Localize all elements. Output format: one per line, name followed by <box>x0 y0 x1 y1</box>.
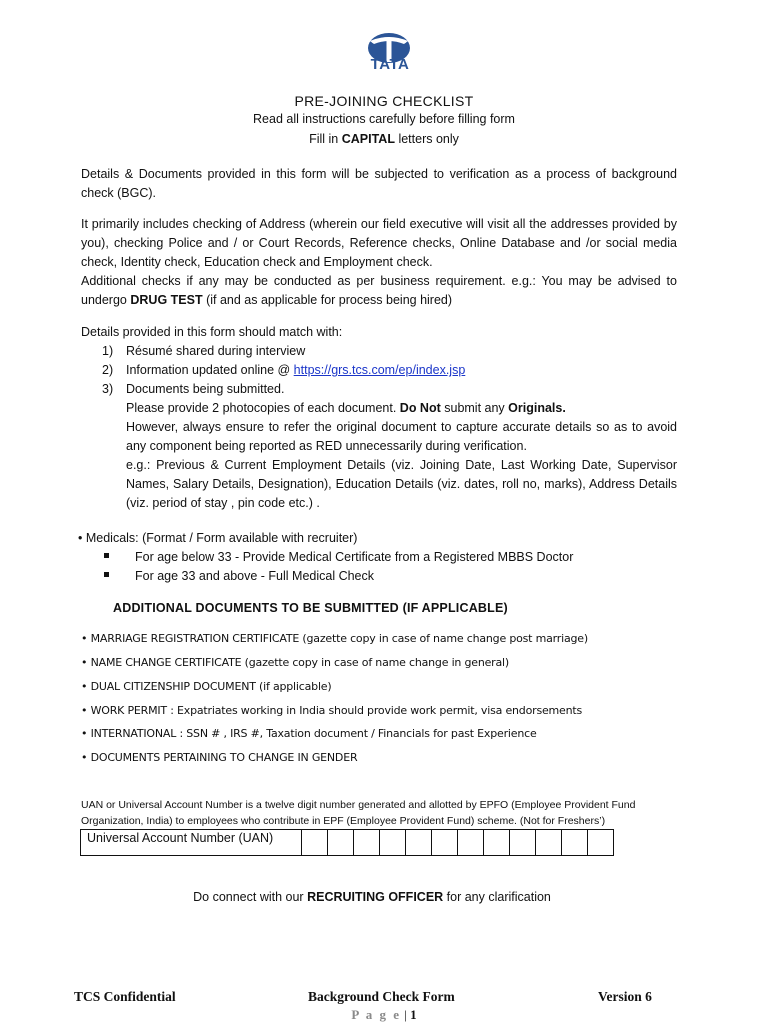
uan-digit-box[interactable] <box>432 830 458 856</box>
additional-documents-heading: ADDITIONAL DOCUMENTS TO BE SUBMITTED (IF APPLICABLE) <box>113 601 508 615</box>
uan-digit-box[interactable] <box>562 830 588 856</box>
medicals-item-33-above: For age 33 and above - Full Medical Check <box>135 569 375 583</box>
page-title: PRE-JOINING CHECKLIST <box>294 93 474 109</box>
additional-doc-item: • NAME CHANGE CERTIFICATE (gazette copy in case of name change in general) <box>81 656 509 669</box>
uan-note: UAN or Universal Account Number is a twelve digit number generated and allotted by EPFO (Employee Provident Fund Organization, India) to employees who contribute in EPF (Employee Provident Fund) scheme. (Not for Freshers’) <box>81 799 636 827</box>
uan-digit-box[interactable] <box>458 830 484 856</box>
example-details-note: e.g.: Previous & Current Employment Details (viz. Joining Date, Last Working Date, Supervisor Names, Salary Details, Designation), Education Details (viz. dates, roll no, marks), Address Details (viz. period of stay , pin code etc.) . <box>126 458 677 510</box>
original-document-note: However, always ensure to refer the original document to capture accurate details so as to avoid any component being reported as RED unnecessarily during verification. <box>126 420 677 453</box>
grs-portal-link[interactable]: https://grs.tcs.com/ep/index.jsp <box>293 363 466 377</box>
list-item-resume: Résumé shared during interview <box>126 344 306 358</box>
additional-checks-paragraph: Additional checks if any may be conducted as per business requirement. e.g.: You may be advised to undergo DRUG TEST (if and as applicable for process being hired) <box>81 274 677 307</box>
footer-form-name: Background Check Form <box>308 989 455 1004</box>
additional-doc-item: • WORK PERMIT : Expatriates working in India should provide work permit, visa endorsements <box>81 704 583 717</box>
uan-digit-box[interactable] <box>328 830 354 856</box>
list-number: 1) <box>102 344 114 358</box>
additional-doc-item: • MARRIAGE REGISTRATION CERTIFICATE (gazette copy in case of name change post marriage) <box>81 632 588 645</box>
uan-digit-box[interactable] <box>302 830 328 856</box>
contact-line: Do connect with our RECRUITING OFFICER for any clarification <box>193 890 551 904</box>
footer-confidential: TCS Confidential <box>74 989 176 1004</box>
list-item-documents: Documents being submitted. <box>126 382 285 396</box>
page-number: P a g e | 1 <box>351 1007 417 1022</box>
uan-digit-box[interactable] <box>380 830 406 856</box>
medicals-heading: • Medicals: (Format / Form available with recruiter) <box>78 531 358 545</box>
additional-doc-item: • DOCUMENTS PERTAINING TO CHANGE IN GENDER <box>81 751 358 764</box>
additional-doc-item: • DUAL CITIZENSHIP DOCUMENT (if applicable) <box>81 680 332 693</box>
uan-digit-box[interactable] <box>484 830 510 856</box>
medicals-item-below-33: For age below 33 - Provide Medical Certificate from a Registered MBBS Doctor <box>135 550 574 564</box>
uan-table <box>80 829 614 856</box>
uan-digit-box[interactable] <box>510 830 536 856</box>
uan-digit-box[interactable] <box>536 830 562 856</box>
instruction-line-2: Fill in CAPITAL letters only <box>309 132 459 146</box>
uan-digit-box[interactable] <box>406 830 432 856</box>
uan-digit-box[interactable] <box>588 830 614 856</box>
match-heading: Details provided in this form should match with: <box>81 325 343 339</box>
uan-digit-box[interactable] <box>354 830 380 856</box>
photocopy-note: Please provide 2 photocopies of each document. Do Not submit any Originals. <box>126 401 566 415</box>
logo-wordmark: TATA <box>370 56 410 73</box>
verification-paragraph: Details & Documents provided in this form will be subjected to verification as a process of background check (BGC). <box>81 167 677 200</box>
list-item-online: Information updated online @ https://grs.tcs.com/ep/index.jsp <box>126 363 466 377</box>
uan-label: Universal Account Number (UAN) <box>81 830 302 856</box>
additional-doc-item: • INTERNATIONAL : SSN # , IRS #, Taxation document / Financials for past Experience <box>81 727 537 740</box>
list-number: 3) <box>102 382 114 396</box>
list-number: 2) <box>102 363 114 377</box>
square-bullet-icon <box>104 572 109 577</box>
checks-paragraph: It primarily includes checking of Address (wherein our field executive will visit all the addresses provided by you), checking Police and / or Court Records, Reference checks, Online Database and /or social media check, Identity check, Education check and Employment check. <box>81 217 677 269</box>
instruction-line-1: Read all instructions carefully before filling form <box>253 112 515 126</box>
square-bullet-icon <box>104 553 109 558</box>
footer-version: Version 6 <box>598 989 652 1004</box>
